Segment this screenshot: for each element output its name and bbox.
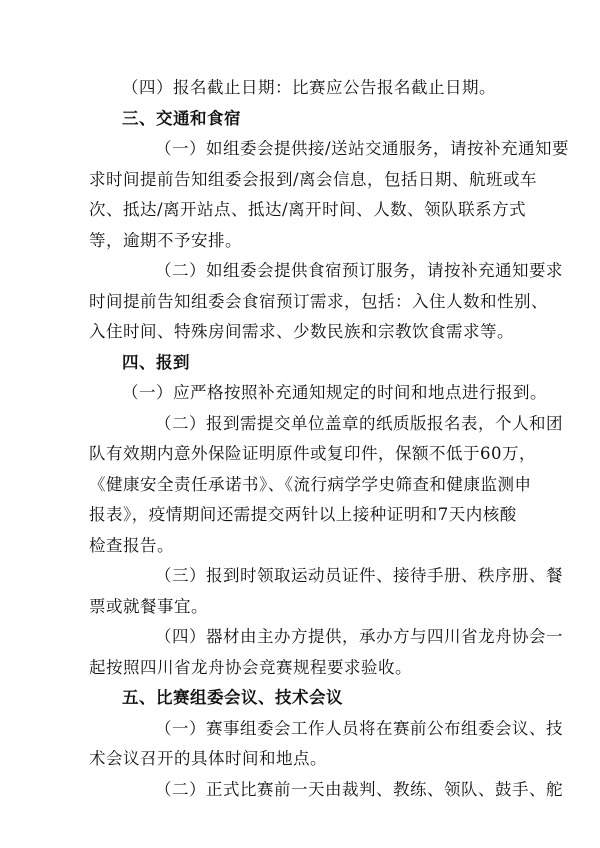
- text-line: 队有效期内意外保险证明原件或复印件，保额不低于60万，: [89, 444, 536, 463]
- text-line: （二）报到需提交单位盖章的纸质版报名表，个人和团: [155, 413, 563, 433]
- text-line: 票或就餐事宜。: [89, 596, 208, 616]
- text-line: 起按照四川省龙舟协会竞赛规程要求验收。: [89, 657, 412, 677]
- heading-text: 四、报到: [122, 352, 190, 372]
- text-line: 时间提前告知组委会食宿预订需求，包括：入住人数和性别、: [89, 291, 548, 311]
- text-line: 报表》，疫情期间还需提交两针以上接种证明和7天内核酸: [89, 505, 517, 524]
- heading-text: 三、交通和食宿: [122, 108, 241, 128]
- paragraph-check-in-documents: [89, 409, 563, 562]
- paragraph-meeting-schedule: [89, 714, 563, 775]
- paragraph-check-in-time: [89, 378, 547, 409]
- paragraph-equipment: [89, 622, 563, 683]
- section-heading-transport-lodging: [89, 104, 521, 135]
- paragraph-registration-deadline: [89, 73, 521, 104]
- text-line: （一）应严格按照补充通知规定的时间和地点进行报到。: [122, 383, 547, 402]
- section-heading-check-in: [89, 348, 521, 379]
- text-line: （二）如组委会提供食宿预订服务，请按补充通知要求: [155, 261, 563, 280]
- paragraph-pre-race-meeting: [89, 775, 563, 806]
- text-line: 次、抵达/离开站点、抵达/离开时间、人数、领队联系方式: [89, 200, 527, 219]
- text-line: （四）器材由主办方提供，承办方与四川省龙舟协会一: [155, 627, 563, 646]
- text-line: （三）报到时领取运动员证件、接待手册、秩序册、餐: [155, 566, 563, 585]
- text-line: （四）报名截止日期：比赛应公告报名截止日期。: [122, 78, 496, 97]
- text-line: 求时间提前告知组委会报到/离会信息，包括日期、航班或车: [89, 169, 538, 189]
- text-line: 入住时间、特殊房间需求、少数民族和宗教饮食需求等。: [89, 322, 514, 341]
- text-line: （一）如组委会提供接/送站交通服务，请按补充通知要: [155, 139, 570, 158]
- paragraph-check-in-materials: [89, 561, 563, 622]
- section-heading-meetings: [89, 683, 521, 714]
- text-line: （一）赛事组委会工作人员将在赛前公布组委会议、技: [155, 718, 563, 738]
- text-line: （二）正式比赛前一天由裁判、教练、领队、鼓手、舵: [155, 779, 563, 799]
- text-line: 等，逾期不予安排。: [89, 230, 242, 250]
- text-line: 《健康安全责任承诺书》、《流行病学学史筛查和健康监测申: [89, 474, 532, 494]
- text-line: 检查报告。: [89, 535, 174, 555]
- text-line: 术会议召开的具体时间和地点。: [89, 749, 327, 768]
- heading-text: 五、比赛组委会议、技术会议: [122, 688, 343, 707]
- paragraph-lodging-service: [89, 256, 563, 348]
- document-body: [89, 73, 570, 805]
- paragraph-transport-service: [89, 134, 570, 256]
